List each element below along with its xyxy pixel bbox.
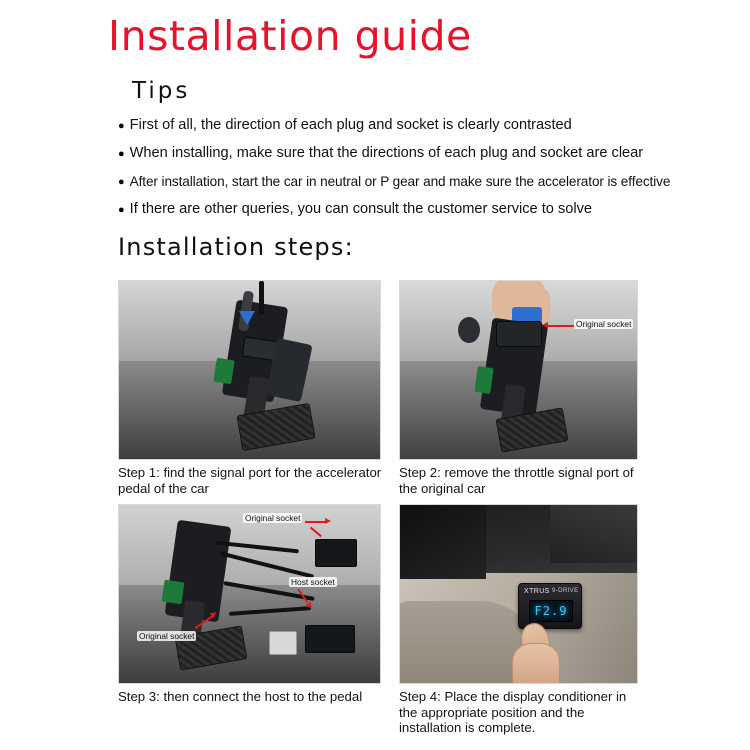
device-display-value: F2.9 xyxy=(534,604,568,618)
label-host-socket: Host socket xyxy=(291,577,335,587)
step-1-cell xyxy=(118,280,386,496)
page-title: Installation guide xyxy=(108,12,472,60)
tips-list xyxy=(118,116,688,228)
tip-text: When installing, make sure that the directions of each plug and socket are clear xyxy=(129,145,644,161)
step-4-cell xyxy=(399,504,641,736)
step-3-caption: Step 3: then connect the host to the pedal xyxy=(118,689,363,704)
step-3-cell xyxy=(118,504,386,705)
tip-text: First of all, the direction of each plug and socket is clearly contrasted xyxy=(129,117,572,133)
step-2-caption: Step 2: remove the throttle signal port of the original car xyxy=(399,465,634,496)
hand xyxy=(512,643,560,684)
tips-heading: Tips xyxy=(132,78,191,104)
device-model-label: 9-DRIVE xyxy=(552,588,579,594)
device-display xyxy=(529,600,573,622)
label-original-socket-bottom: Original socket xyxy=(139,631,195,641)
step-4-photo xyxy=(399,504,638,684)
device-brand-label: XTRUS xyxy=(524,588,550,595)
throttle-controller-device[interactable] xyxy=(518,583,582,629)
bullet-icon: ● xyxy=(118,176,125,188)
step-1-photo xyxy=(118,280,381,460)
list-item xyxy=(118,144,688,164)
step-3-photo xyxy=(118,504,381,684)
step-4-caption: Step 4: Place the display conditioner in the appropriate position and the installation is complete. xyxy=(399,689,627,735)
tip-text: If there are other queries, you can consult the customer service to solve xyxy=(129,201,593,217)
step-2-cell xyxy=(399,280,641,496)
bullet-icon: ● xyxy=(118,148,125,160)
bullet-icon: ● xyxy=(118,120,125,132)
step-1-caption: Step 1: find the signal port for the accelerator pedal of the car xyxy=(118,465,382,496)
label-original-socket-top: Original socket xyxy=(245,513,301,523)
steps-heading: Installation steps: xyxy=(118,233,354,261)
bullet-icon: ● xyxy=(118,204,125,216)
list-item xyxy=(118,116,688,136)
list-item xyxy=(118,172,688,192)
label-original-socket: Original socket xyxy=(576,319,632,329)
step-2-photo xyxy=(399,280,638,460)
list-item xyxy=(118,200,688,220)
tip-text: After installation, start the car in neutral or P gear and make sure the accelerator is effective xyxy=(129,174,671,189)
